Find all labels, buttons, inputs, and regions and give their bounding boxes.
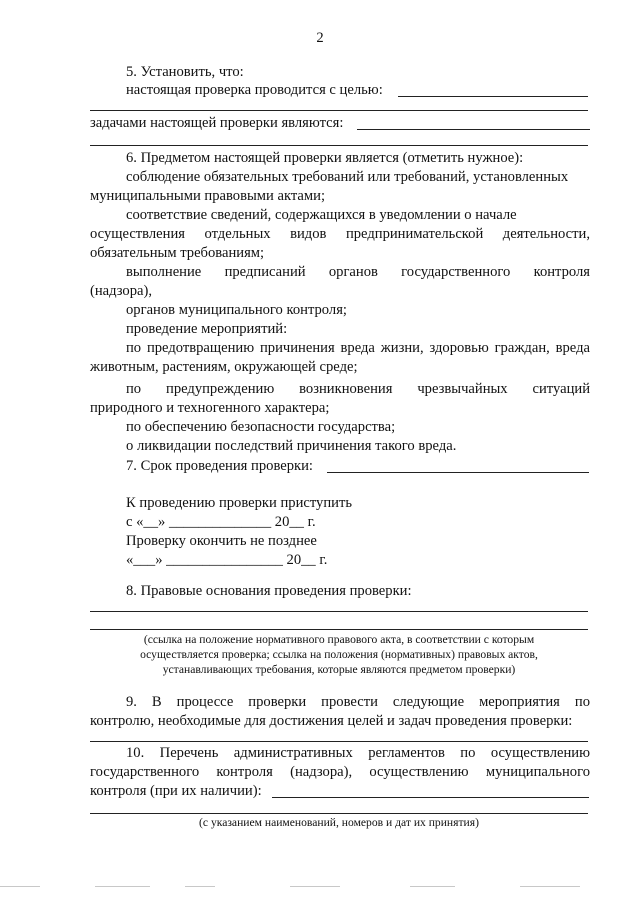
regulations-fill-line-2 — [90, 813, 588, 814]
scan-artifacts — [0, 886, 640, 890]
item7-title: 7. Срок проведения проверки: — [126, 458, 313, 474]
item9-line-2: контролю, необходимые для достижения целей и задач проведения проверки: — [90, 713, 573, 729]
item6-line-12: по предупреждению возникновения чрезвычайных ситуаций — [126, 381, 590, 397]
item7-end-date: «___» ________________ 20__ г. — [126, 552, 328, 568]
item6-line-2: муниципальными правовыми актами; — [90, 188, 326, 204]
term-fill-line — [327, 472, 589, 473]
item10-note: (с указанием наименований, номеров и дат их принятия) — [199, 816, 479, 829]
item8-note-line-1: (ссылка на положение нормативного правового акта, в соответствии с которым — [143, 633, 535, 646]
item6-line-10: по предотвращению причинения вреда жизни, здоровью граждан, вреда — [126, 340, 590, 356]
item5-title: 5. Установить, что: — [126, 64, 244, 80]
item6-line-11: животным, растениям, окружающей среде; — [90, 359, 358, 375]
item7-end-label: Проверку окончить не позднее — [126, 533, 317, 549]
item8-note-line-2: осуществляется проверка; ссылка на положения (нормативных) правовых актов, — [140, 648, 538, 661]
regulations-fill-line — [272, 797, 589, 798]
item6-line-3: соответствие сведений, содержащихся в уведомлении о начале — [126, 207, 517, 223]
item10-line-1: 10. Перечень административных регламентов по осуществлению — [126, 745, 590, 761]
legal-fill-line-1 — [90, 611, 588, 612]
purpose-fill-line — [398, 96, 588, 97]
item6-line-4: осуществления отдельных видов предпринимательской деятельности, — [90, 226, 590, 242]
item5-purpose-label: настоящая проверка проводится с целью: — [126, 82, 383, 98]
item9-line-1: 9. В процессе проверки провести следующие мероприятия по — [126, 694, 590, 710]
legal-fill-line-2 — [90, 629, 588, 630]
tasks-fill-line-2 — [90, 145, 588, 146]
item6-line-14: по обеспечению безопасности государства; — [126, 419, 396, 435]
item6-line-1: соблюдение обязательных требований или требований, установленных — [126, 169, 569, 185]
item8-title: 8. Правовые основания проведения проверки: — [126, 583, 412, 599]
item7-start-label: К проведению проверки приступить — [126, 495, 353, 511]
item7-start-date: с «__» ______________ 20__ г. — [126, 514, 316, 530]
item6-line-7: (надзора), — [90, 283, 153, 299]
item10-line-3: контроля (при их наличии): — [90, 783, 262, 799]
tasks-fill-line — [357, 129, 590, 130]
item6-line-8: органов муниципального контроля; — [126, 302, 347, 318]
purpose-fill-line-2 — [90, 110, 588, 111]
item6-line-5: обязательным требованиям; — [90, 245, 265, 261]
item6-line-13: природного и техногенного характера; — [90, 400, 330, 416]
item6-title: 6. Предметом настоящей проверки является (отметить нужное): — [126, 150, 524, 166]
item8-note-line-3: устанавливающих требования, которые являются предметом проверки) — [162, 663, 516, 676]
item6-line-6: выполнение предписаний органов государственного контроля — [126, 264, 590, 280]
item6-line-9: проведение мероприятий: — [126, 321, 288, 337]
item5-tasks-label: задачами настоящей проверки являются: — [90, 115, 344, 131]
item10-line-2: государственного контроля (надзора), осуществлению муниципального — [90, 764, 590, 780]
page-number: 2 — [316, 30, 324, 46]
item6-line-15: о ликвидации последствий причинения такого вреда. — [126, 438, 457, 454]
measures-fill-line — [90, 741, 588, 742]
